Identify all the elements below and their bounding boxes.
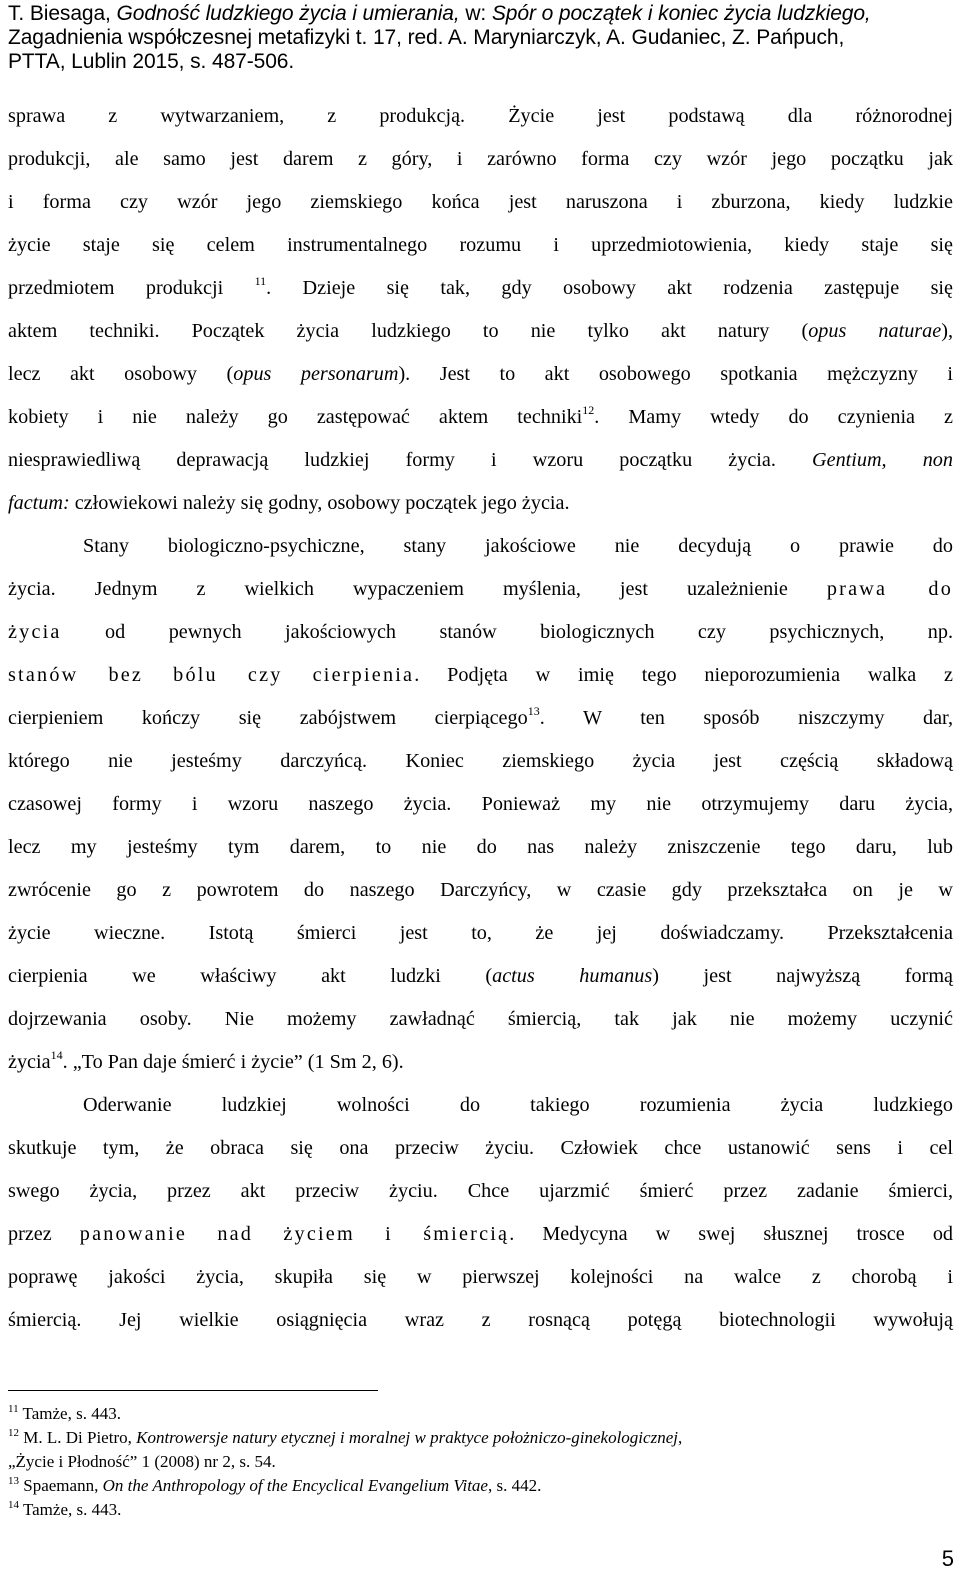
text-line <box>8 654 953 697</box>
text-line <box>8 482 953 525</box>
text-line <box>8 697 953 740</box>
footnote-title: On the Anthropology of the Encyclical Evangelium Vitae <box>102 1476 488 1495</box>
citation-line-2: Zagadnienia współczesnej metafizyki t. 17, red. A. Maryniarczyk, A. Gudaniec, Z. Pańpuch, <box>8 26 845 49</box>
text-line: lecz my jesteśmy tym darem, to nie do nas należy zniszczenie tego daru, lub <box>8 836 953 858</box>
citation-book: Spór o początek i koniec życia ludzkiego, <box>491 2 871 25</box>
text-line: i forma czy wzór jego ziemskiego końca jest naruszona i zburzona, kiedy ludzkie <box>8 191 953 213</box>
spaced-text: stanów bez bólu czy cierpienia <box>8 664 415 686</box>
footnote-ref[interactable]: 11 <box>254 274 267 288</box>
text-line: czasowej formy i wzoru naszego życia. Ponieważ my nie otrzymujemy daru życia, <box>8 793 953 815</box>
spaced-text: panowanie nad życiem i śmiercią <box>79 1223 510 1245</box>
text-run: życia <box>8 1051 51 1073</box>
footnote-ref[interactable]: 12 <box>582 403 595 417</box>
footnote-text: Spaemann, <box>19 1476 103 1495</box>
text-line: swego życia, przez akt przeciw życiu. Chce ujarzmić śmierć przez zadanie śmierci, <box>8 1180 953 1202</box>
text-run: . Mamy wtedy do czynienia z <box>594 406 953 428</box>
text-run: lecz akt osobowy ( <box>8 363 234 385</box>
body-text <box>8 95 953 1342</box>
text-run: od pewnych jakościowych stanów biologicznych czy psychicznych, np. <box>61 621 953 643</box>
citation-line-1 <box>8 2 952 26</box>
footnote-11 <box>8 1403 953 1425</box>
spaced-text: życia <box>8 621 62 643</box>
text-run: niesprawiedliwą deprawacją ludzkiej formy i wzoru początku życia. <box>8 449 813 471</box>
footnote-ref[interactable]: 14 <box>50 1048 63 1062</box>
text-line <box>8 1041 953 1084</box>
page-number: 5 <box>941 1546 954 1571</box>
text-line: zwrócenie go z powrotem do naszego Darczyńcy, w czasie gdy przekształca on je w <box>8 879 953 901</box>
text-line <box>8 353 953 396</box>
text-run: ). Jest to akt osobowego spotkania mężczyzny i <box>398 363 953 385</box>
footnote-12-cont: „Życie i Płodność” 1 (2008) nr 2, s. 54. <box>8 1452 276 1471</box>
text-run: . W ten sposób niszczymy dar, <box>539 707 953 729</box>
text-run: aktem techniki. Początek życia ludzkiego to nie tylko akt natury ( <box>8 320 809 342</box>
text-line <box>8 568 953 611</box>
citation-author: T. Biesaga, <box>8 2 117 25</box>
footnote-14 <box>8 1499 953 1521</box>
footnote-text: M. L. Di Pietro, <box>19 1428 137 1447</box>
text-run: . Dzieje się tak, gdy osobowy akt rodzenia zastępuje się <box>266 277 954 299</box>
footnote-number: 11 <box>8 1403 19 1415</box>
text-line: życie wieczne. Istotą śmierci jest to, że jej doświadczamy. Przekształcenia <box>8 922 953 944</box>
text-line: dojrzewania osoby. Nie możemy zawładnąć śmiercią, tak jak nie możemy uczynić <box>8 1008 953 1030</box>
footnote-text: Tamże, s. 443. <box>18 1404 121 1423</box>
text-run: przez <box>8 1223 80 1245</box>
footnote-text: Tamże, s. 443. <box>19 1500 122 1519</box>
text-run: . Medycyna w swej słusznej trosce od <box>509 1223 954 1245</box>
paragraph-2 <box>8 525 953 1084</box>
latin-term: factum: <box>8 492 70 514</box>
text-run: cierpienia we właściwy akt ludzki ( <box>8 965 493 987</box>
footnote-12 <box>8 1427 953 1449</box>
latin-term: opus personarum <box>233 363 399 385</box>
text-run: . Podjęta w imię tego nieporozumienia walka z <box>414 664 954 686</box>
text-run: przedmiotem produkcji <box>8 277 224 299</box>
latin-term: actus humanus <box>492 965 653 987</box>
text-line: sprawa z wytwarzaniem, z produkcją. Życie jest podstawą dla różnorodnej <box>8 105 953 127</box>
text-line: poprawę jakości życia, skupiła się w pierwszej kolejności na walce z chorobą i <box>8 1266 953 1288</box>
citation-in: w: <box>459 2 492 25</box>
citation-title: Godność ludzkiego życia i umierania, <box>116 2 460 25</box>
text-line: produkcji, ale samo jest darem z góry, i zarówno forma czy wzór jego początku jak <box>8 148 953 170</box>
text-line <box>8 267 953 310</box>
text-line <box>8 611 953 654</box>
text-run: ) jest najwyższą formą <box>652 965 953 987</box>
text-line <box>8 955 953 998</box>
text-run: cierpieniem kończy się zabójstwem cierpiącego <box>8 707 528 729</box>
text-run: . „To Pan daje śmierć i życie” (1 Sm 2, 6). <box>62 1051 404 1073</box>
citation-line-3: PTTA, Lublin 2015, s. 487-506. <box>8 50 295 73</box>
footnote-13 <box>8 1475 953 1497</box>
text-line: skutkuje tym, że obraca się ona przeciw życiu. Człowiek chce ustanowić sens i cel <box>8 1137 953 1159</box>
latin-term: Gentium, non <box>812 449 953 471</box>
text-run: człowiekowi należy się godny, osobowy początek jego życia. <box>69 492 570 514</box>
footnote-text: , <box>677 1428 683 1447</box>
text-line <box>8 310 953 353</box>
footnote-number: 12 <box>8 1427 19 1439</box>
spaced-text: prawa do <box>826 578 953 600</box>
footnote-ref[interactable]: 13 <box>527 704 540 718</box>
citation-header <box>8 2 952 74</box>
text-line: życie staje się celem instrumentalnego rozumu i uprzedmiotowienia, kiedy staje się <box>8 234 953 256</box>
text-line: śmiercią. Jej wielkie osiągnięcia wraz z rosnącą potęgą biotechnologii wywołują <box>8 1309 953 1331</box>
text-run: ), <box>941 320 953 342</box>
text-line <box>8 1213 953 1256</box>
paragraph-1 <box>8 95 953 525</box>
footnote-separator <box>8 1390 378 1391</box>
footnote-number: 13 <box>8 1475 19 1487</box>
footnote-text: , s. 442. <box>487 1476 542 1495</box>
text-line <box>8 396 953 439</box>
footnote-title: Kontrowersje natury etycznej i moralnej w praktyce położniczo-ginekologicznej <box>136 1428 678 1447</box>
text-run: kobiety i nie należy go zastępować aktem techniki <box>8 406 583 428</box>
latin-term: opus naturae <box>808 320 942 342</box>
text-line: którego nie jesteśmy darczyńcą. Koniec ziemskiego życia jest częścią składową <box>8 750 953 772</box>
paragraph-3 <box>8 1084 953 1342</box>
text-line: Oderwanie ludzkiej wolności do takiego rozumienia życia ludzkiego <box>83 1094 953 1116</box>
text-run: życia. Jednym z wielkich wypaczeniem myślenia, jest uzależnienie <box>8 578 827 600</box>
footnote-number: 14 <box>8 1499 19 1511</box>
text-line <box>8 439 953 482</box>
text-line: Stany biologiczno-psychiczne, stany jakościowe nie decydują o prawie do <box>83 535 953 557</box>
